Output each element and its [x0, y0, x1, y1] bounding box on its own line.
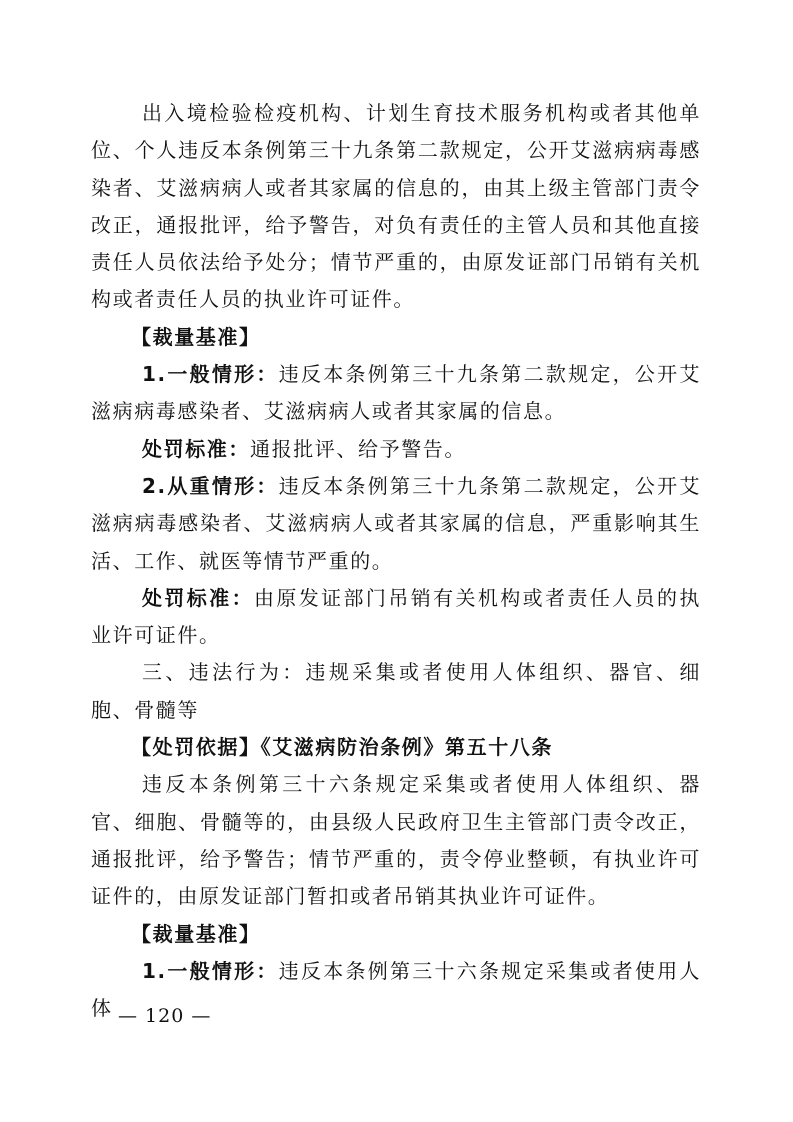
heading-discretion-standard: 【裁量基准】: [131, 324, 261, 349]
paragraph-article-58: 违反本条例第三十六条规定采集或者使用人体组织、器官、细胞、骨髓等的，由县级人民政府卫生主管部门责令改正，通报批评，给予警告；情节严重的，责令停业整顿，有执业许可证件的，由原发证部门暂扣或者吊销其执业许可证件。: [91, 772, 701, 909]
heading-penalty-basis: 【处罚依据】《艾滋病防治条例》第五十八条: [131, 735, 553, 760]
label-penalty-standard-2: 处罚标准：: [142, 585, 254, 610]
document-body: [91, 95, 701, 1027]
paragraph-aggravated-case: [91, 468, 701, 580]
label-penalty-standard-1: 处罚标准：: [142, 436, 250, 461]
label-aggravated-case: 2.从重情形：: [142, 473, 279, 498]
heading-discretion-standard-2: 【裁量基准】: [131, 921, 261, 946]
text-general-case: 违反本条例第三十九条第二款规定，公开艾滋病病毒感染者、艾滋病病人或者其家属的信息。: [91, 362, 701, 424]
paragraph-general-case: [91, 356, 701, 431]
paragraph-penalty-standard-2: [91, 580, 701, 655]
section-heading-violation-3: 三、违法行为：违规采集或者使用人体组织、器官、细胞、骨髓等: [91, 660, 701, 722]
page-number: — 120 —: [118, 1005, 212, 1027]
paragraph-penalty-standard-1: [91, 431, 701, 468]
paragraph-penalty-provision: 出入境检验检疫机构、计划生育技术服务机构或者其他单位、个人违反本条例第三十九条第二款规定，公开艾滋病病毒感染者、艾滋病病人或者其家属的信息的，由其上级主管部门责令改正，通报批评，给予警告，对负有责任的主管人员和其他直接责任人员依法给予处分；情节严重的，由原发证部门吊销有关机构或者责任人员的执业许可证件。: [91, 101, 701, 312]
text-penalty-standard-2: 由原发证部门吊销有关机构或者责任人员的执业许可证件。: [91, 585, 702, 648]
text-aggravated-case: 违反本条例第三十九条第二款规定，公开艾滋病病毒感染者、艾滋病病人或者其家属的信息，严重影响其生活、工作、就医等情节严重的。: [91, 473, 701, 573]
label-general-case: 1.一般情形：: [142, 362, 279, 387]
text-general-case-2: 违反本条例第三十六条规定采集或者使用人体: [91, 958, 701, 1021]
label-general-case-2: 1.一般情形：: [142, 958, 279, 983]
text-penalty-standard-1: 通报批评、给予警告。: [250, 436, 466, 461]
